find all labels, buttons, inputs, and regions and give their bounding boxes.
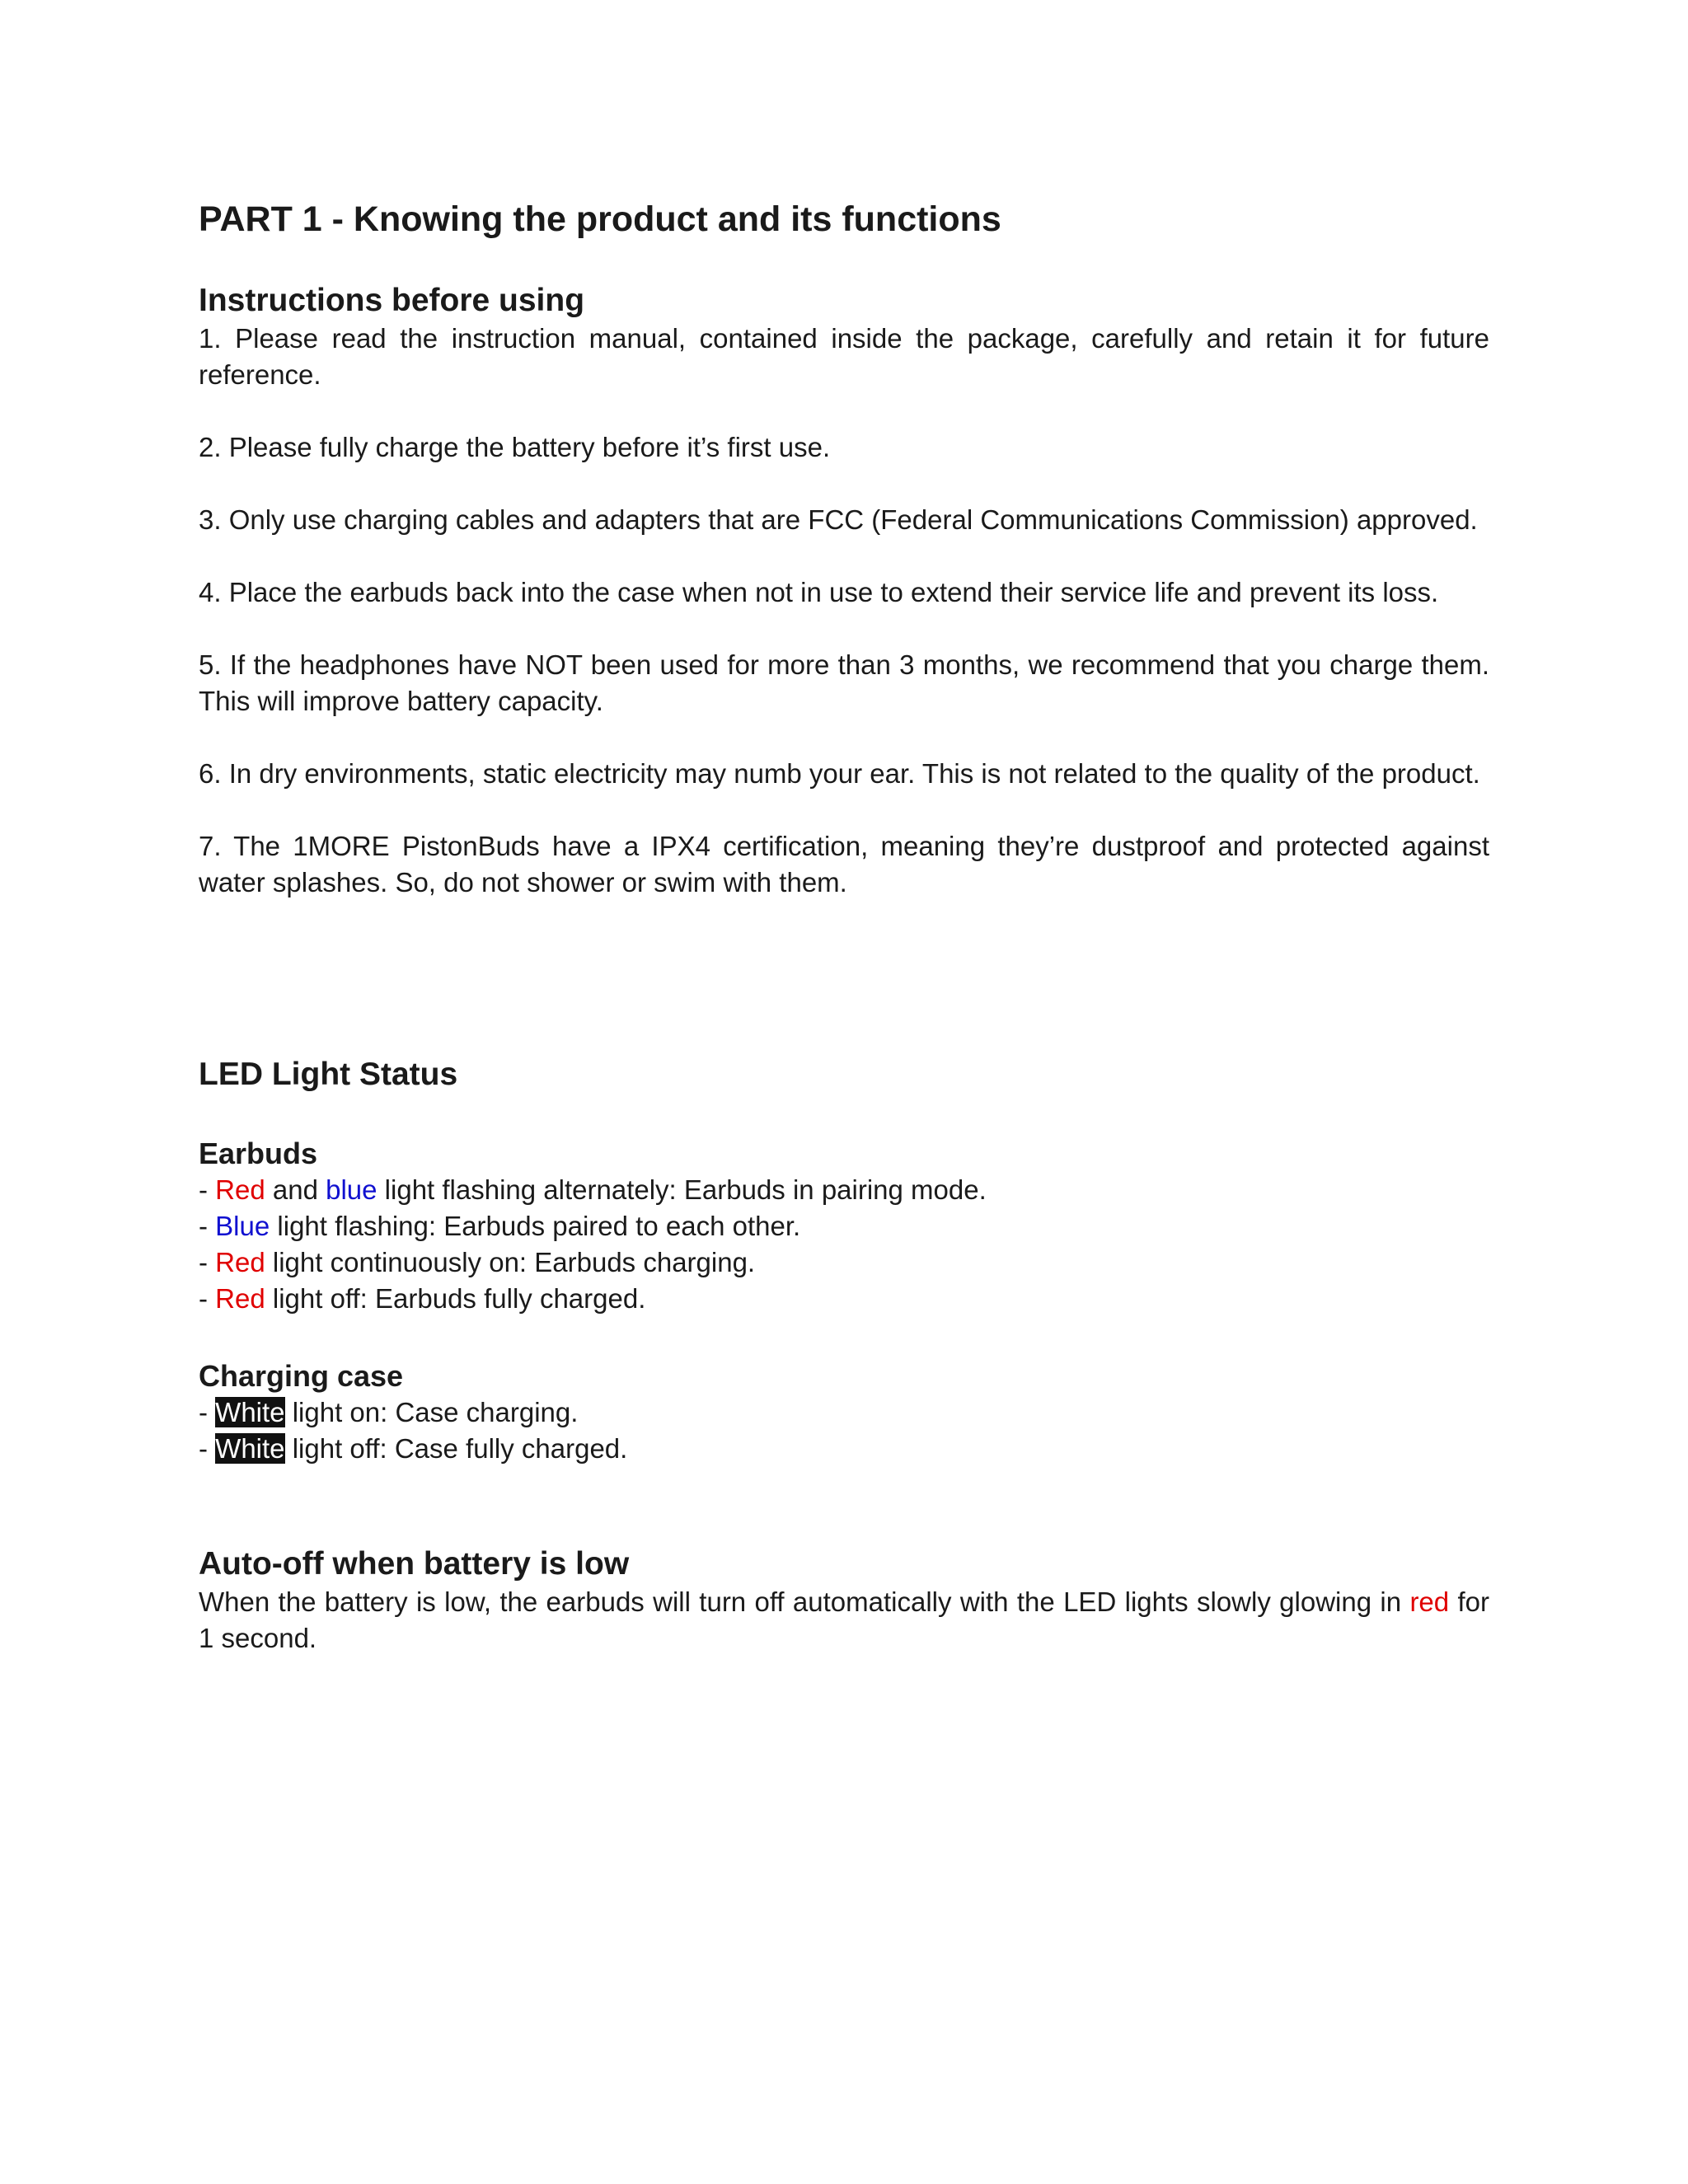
white-label: White	[215, 1397, 285, 1427]
earbuds-status-line: - Red light off: Earbuds fully charged.	[199, 1283, 646, 1314]
instruction-item-2: 2. Please fully charge the battery before it’s first use.	[199, 432, 831, 462]
earbuds-section	[199, 1136, 1489, 1317]
earbuds-status-line: - Blue light flashing: Earbuds paired to each other.	[199, 1211, 801, 1241]
part-title: PART 1 - Knowing the product and its functions	[199, 199, 1001, 239]
earbuds-status-line: - Red and blue light flashing alternately: Earbuds in pairing mode.	[199, 1174, 987, 1205]
instruction-item-7: 7. The 1MORE PistonBuds have a IPX4 certification, meaning they’re dustproof and protected against water splashes. So, do not shower or swim with them.	[199, 831, 1489, 898]
instruction-item-3: 3. Only use charging cables and adapters that are FCC (Federal Communications Commission) approved.	[199, 504, 1478, 535]
instruction-item-4: 4. Place the earbuds back into the case when not in use to extend their service life and prevent its loss.	[199, 577, 1439, 607]
instruction-item-6: 6. In dry environments, static electricity may numb your ear. This is not related to the quality of the product.	[199, 758, 1480, 789]
earbuds-status-line: - Red light continuously on: Earbuds charging.	[199, 1247, 756, 1277]
blue-label: Blue	[215, 1211, 270, 1241]
instruction-item-1: 1. Please read the instruction manual, contained inside the package, carefully and retain it for future reference.	[199, 323, 1489, 390]
red-label: Red	[215, 1174, 265, 1205]
instructions-section	[199, 281, 1489, 901]
earbuds-heading: Earbuds	[199, 1137, 318, 1170]
led-heading: LED Light Status	[199, 1057, 458, 1092]
red-label: red	[1409, 1586, 1450, 1617]
auto-off-heading: Auto-off when battery is low	[199, 1546, 630, 1582]
charging-case-heading: Charging case	[199, 1359, 404, 1393]
instructions-heading: Instructions before using	[199, 283, 585, 318]
red-label: Red	[215, 1247, 265, 1277]
charging-case-section	[199, 1358, 1489, 1467]
led-section	[199, 1055, 1489, 1094]
red-label: Red	[215, 1283, 265, 1314]
auto-off-text: When the battery is low, the earbuds will turn off automatically with the LED lights slowly glowing in red for 1 second.	[199, 1586, 1489, 1653]
auto-off-section	[199, 1544, 1489, 1657]
case-status-line: - White light off: Case fully charged.	[199, 1433, 628, 1464]
instruction-item-5: 5. If the headphones have NOT been used for more than 3 months, we recommend that you charge them. This will improve battery capacity.	[199, 649, 1489, 716]
case-status-line: - White light on: Case charging.	[199, 1397, 579, 1427]
white-label: White	[215, 1433, 285, 1464]
blue-label: blue	[326, 1174, 377, 1205]
